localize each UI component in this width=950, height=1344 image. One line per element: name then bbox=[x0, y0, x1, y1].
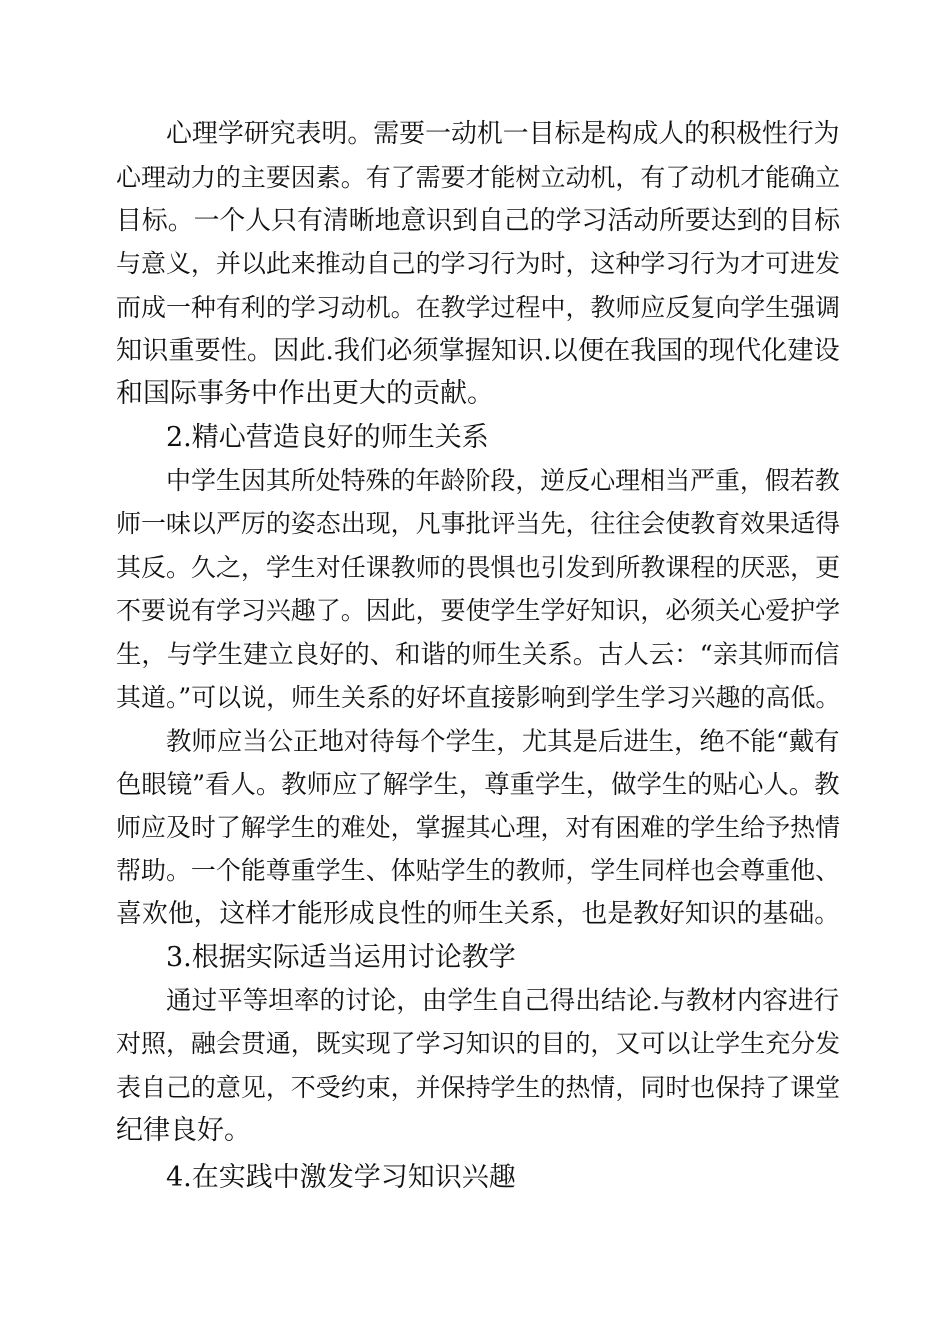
paragraph-line: 纪律良好。 bbox=[116, 1115, 251, 1146]
paragraph-line: 心理学研究表明。需要一动机一目标是构成人的积极性行为 bbox=[166, 119, 840, 149]
paragraph-line: 而成一种有利的学习动机。在教学过程中，教师应反复向学生强调 bbox=[116, 293, 841, 322]
paragraph-line: 目标。一个人只有清晰地意识到自己的学习活动所要达到的目标 bbox=[116, 206, 841, 236]
paragraph-line: 其反。久之，学生对任课教师的畏惧也引发到所教课程的厌恶，更 bbox=[116, 553, 841, 582]
paragraph-line: 不要说有学习兴趣了。因此，要使学生学好知识，必须关心爱护学 bbox=[116, 596, 841, 625]
paragraph-line: 其道。”可以说，师生关系的好坏直接影响到学生学习兴趣的高低。 bbox=[116, 683, 841, 712]
section-heading: 2.精心营造良好的师生关系 bbox=[166, 422, 489, 453]
paragraph-line: 知识重要性。因此.我们必须掌握知识.以便在我国的现代化建设 bbox=[116, 336, 840, 366]
paragraph-line: 心理动力的主要因素。有了需要才能树立动机，有了动机才能确立 bbox=[116, 163, 841, 192]
paragraph-line: 师应及时了解学生的难处，掌握其心理，对有困难的学生给予热情 bbox=[116, 813, 841, 842]
paragraph-line: 色眼镜”看人。教师应了解学生，尊重学生，做学生的贴心人。教 bbox=[116, 769, 840, 799]
paragraph-line: 和国际事务中作出更大的贡献。 bbox=[116, 378, 494, 409]
section-heading: 4.在实践中激发学习知识兴趣 bbox=[166, 1162, 516, 1193]
section-heading: 3.根据实际适当运用讨论教学 bbox=[166, 942, 516, 973]
paragraph-line: 帮助。一个能尊重学生、体贴学生的教师，学生同样也会尊重他、 bbox=[116, 856, 841, 885]
paragraph-line: 表自己的意见，不受约束，并保持学生的热情，同时也保持了课堂 bbox=[116, 1073, 841, 1102]
paragraph-line: 通过平等坦率的讨论，由学生自己得出结论.与教材内容进行 bbox=[166, 986, 840, 1016]
paragraph-line: 教师应当公正地对待每个学生，尤其是后进生，绝不能“戴有 bbox=[166, 726, 840, 756]
paragraph-line: 师一味以严厉的姿态出现，凡事批评当先，往往会使教育效果适得 bbox=[116, 509, 841, 538]
paragraph-line: 喜欢他，这样才能形成良性的师生关系，也是教好知识的基础。 bbox=[116, 899, 841, 929]
paragraph-line: 中学生因其所处特殊的年龄阶段，逆反心理相当严重，假若教 bbox=[166, 466, 840, 495]
paragraph-line: 生，与学生建立良好的、和谐的师生关系。古人云：“亲其师而信 bbox=[116, 639, 840, 669]
paragraph-line: 对照，融会贯通，既实现了学习知识的目的，又可以让学生充分发 bbox=[116, 1029, 841, 1058]
paragraph-line: 与意义，并以此来推动自己的学习行为时，这种学习行为才可进发 bbox=[116, 249, 841, 278]
